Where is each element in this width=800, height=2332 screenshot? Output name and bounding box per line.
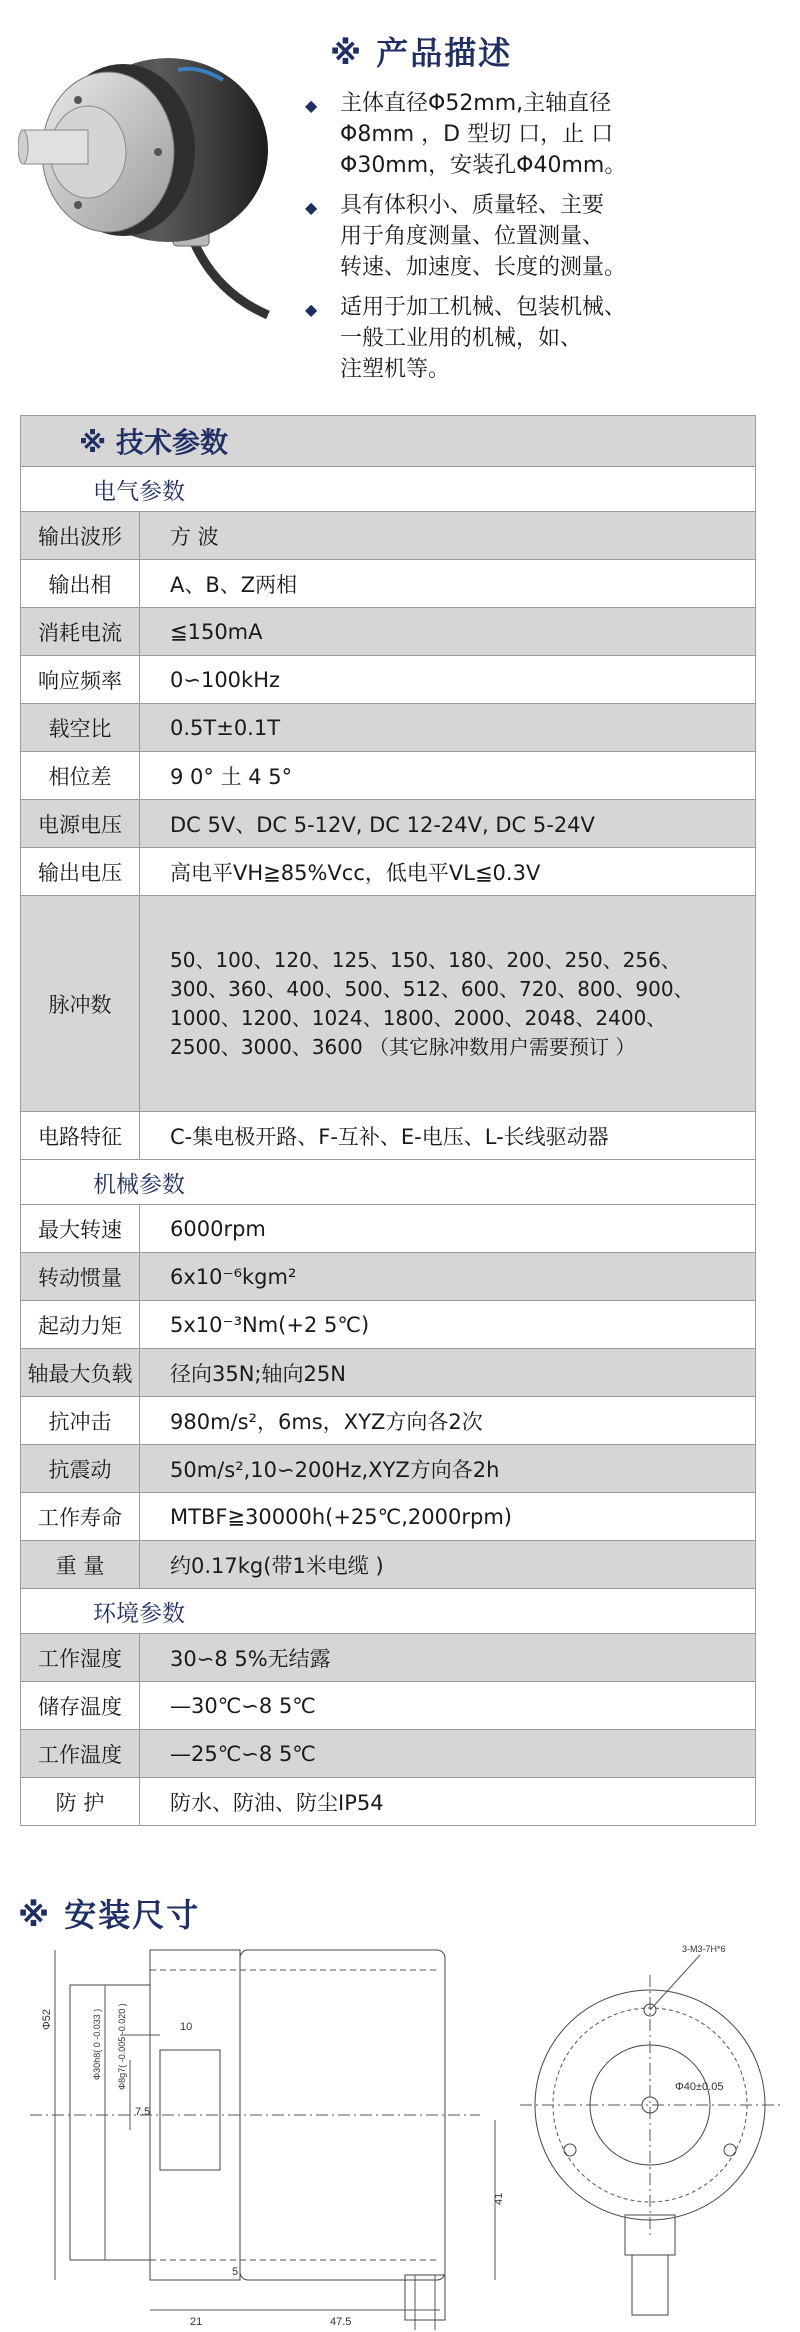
install-title: ※ 安装尺寸 [18,1896,201,1934]
table-row [21,656,756,704]
table-row [21,704,756,752]
table-row [21,1397,756,1445]
row-value: 方 波 [140,512,756,560]
diamond-icon: ◆ [305,300,318,319]
description-bullet [305,292,695,387]
row-label: 储存温度 [21,1682,140,1730]
row-value: DC 5V、DC 5-12V, DC 12-24V, DC 5-24V [140,800,756,848]
bullet-line: 适用于加工机械、包装机械、 [340,295,627,320]
table-row [21,608,756,656]
row-label: 抗震动 [21,1445,140,1493]
table-row [21,752,756,800]
front-dimension-labels [675,1944,726,2093]
row-label: 起动力矩 [21,1301,140,1349]
table-row [21,848,756,896]
table-row [21,1349,756,1397]
diamond-icon: ◆ [305,96,318,115]
side-view [30,1950,495,2330]
spec-title: ※ 技术参数 [21,416,756,467]
product-section [0,0,800,400]
section-header [21,1160,756,1205]
pulse-line: 2500、3000、3600 （其它脉冲数用户需要预订 ） [170,1034,636,1059]
bullet-line: 具有体积小、质量轻、主要 [340,193,605,218]
row-label: 脉冲数 [21,896,140,1112]
row-value: 6x10⁻⁶kgm² [140,1253,756,1301]
bullet-line: 一般工业用的机械，如、 [340,326,583,351]
bullet-line: 转速、加速度、长度的测量。 [340,255,627,280]
pulse-line: 300、360、400、500、512、600、720、800、900、 [170,976,694,1001]
table-row [21,1778,756,1826]
row-label: 输出电压 [21,848,140,896]
electrical-title: 电气参数 [93,478,185,505]
description-title: ※ 产品描述 [330,34,513,72]
row-label: 防 护 [21,1778,140,1826]
row-label: 重 量 [21,1541,140,1589]
table-row [21,1253,756,1301]
table-row-pulse [21,896,756,1112]
row-value: MTBF≧30000h(+25℃,2000rpm) [140,1493,756,1541]
dim-label: Φ8g7( -0.005 -0.020 ) [117,2003,127,2090]
dim-label: Φ30h8( 0 -0.033 ) [92,2008,102,2080]
table-row [21,1205,756,1253]
section-header [21,467,756,512]
dimension-drawing [10,1930,790,2330]
row-value: 30∽8 5%无结露 [140,1634,756,1682]
encoder-photo [18,40,298,330]
bullet-line: 主体直径Φ52mm,主轴直径 [340,91,612,116]
front-view [520,1955,780,2315]
row-value: A、B、Z两相 [140,560,756,608]
dim-label: 7.5 [135,2106,151,2118]
row-label: 消耗电流 [21,608,140,656]
table-row [21,1730,756,1778]
row-value: 6000rpm [140,1205,756,1253]
row-label: 输出相 [21,560,140,608]
row-label: 载空比 [21,704,140,752]
table-row [21,1493,756,1541]
bullet-line: Φ8mm ，D 型切 口，止 口 [340,122,614,147]
dim-label: 5 [232,2266,239,2278]
table-row [21,1541,756,1589]
bullet-line: 注塑机等。 [340,357,451,382]
dim-label: Φ40±0.05 [675,2081,724,2093]
table-row [21,560,756,608]
row-label: 工作温度 [21,1730,140,1778]
pulse-line: 50、100、120、125、150、180、200、250、256、 [170,947,681,972]
row-value: 5x10⁻³Nm(+2 5℃) [140,1301,756,1349]
dim-label: 10 [180,2021,193,2033]
row-value: 径向35N;轴向25N [140,1349,756,1397]
row-label: 转动惯量 [21,1253,140,1301]
spec-title-row [21,416,756,467]
table-row [21,1112,756,1160]
row-value: —25℃∽8 5℃ [140,1730,756,1778]
dim-label: Φ52 [41,2008,53,2030]
row-label: 电路特征 [21,1112,140,1160]
row-value: ≦150mA [140,608,756,656]
row-label: 工作湿度 [21,1634,140,1682]
dim-label: 47.5 [330,2316,352,2328]
pulse-line: 1000、1200、1024、1800、2000、2048、2400、 [170,1005,667,1030]
table-row [21,1445,756,1493]
dim-label: 3-M3-7H*6 [682,1944,726,1954]
bullet-line: Φ30mm，安装孔Φ40mm。 [340,153,627,178]
spec-table [20,415,756,1826]
row-value: 0.5T±0.1T [140,704,756,752]
row-value: 9 0° 土 4 5° [140,752,756,800]
row-label: 最大转速 [21,1205,140,1253]
table-row [21,1682,756,1730]
description-bullet [305,88,695,183]
bullet-line: 用于角度测量、位置测量、 [340,224,605,249]
pulse-values [140,896,756,1112]
row-label: 响应频率 [21,656,140,704]
row-value: 防水、防油、防尘IP54 [140,1778,756,1826]
environment-title: 环境参数 [93,1600,185,1627]
table-row [21,1301,756,1349]
table-row [21,1634,756,1682]
description-bullet [305,190,695,285]
row-label: 轴最大负载 [21,1349,140,1397]
row-value: 约0.17kg(带1米电缆 ) [140,1541,756,1589]
row-value: 980m/s²，6ms，XYZ方向各2次 [140,1397,756,1445]
row-value: 高电平VH≧85%Vcc，低电平VL≦0.3V [140,848,756,896]
row-label: 输出波形 [21,512,140,560]
dim-label: 41 [493,2192,505,2205]
row-label: 相位差 [21,752,140,800]
table-row [21,512,756,560]
row-label: 工作寿命 [21,1493,140,1541]
dim-label: 21 [190,2316,203,2328]
row-value: 50m/s²,10∽200Hz,XYZ方向各2h [140,1445,756,1493]
row-label: 电源电压 [21,800,140,848]
mechanical-title: 机械参数 [93,1171,185,1198]
row-value: —30℃∽8 5℃ [140,1682,756,1730]
row-value: C-集电极开路、F-互补、E-电压、L-长线驱动器 [140,1112,756,1160]
section-header [21,1589,756,1634]
row-value: 0∽100kHz [140,656,756,704]
table-row [21,800,756,848]
diamond-icon: ◆ [305,198,318,217]
row-label: 抗冲击 [21,1397,140,1445]
